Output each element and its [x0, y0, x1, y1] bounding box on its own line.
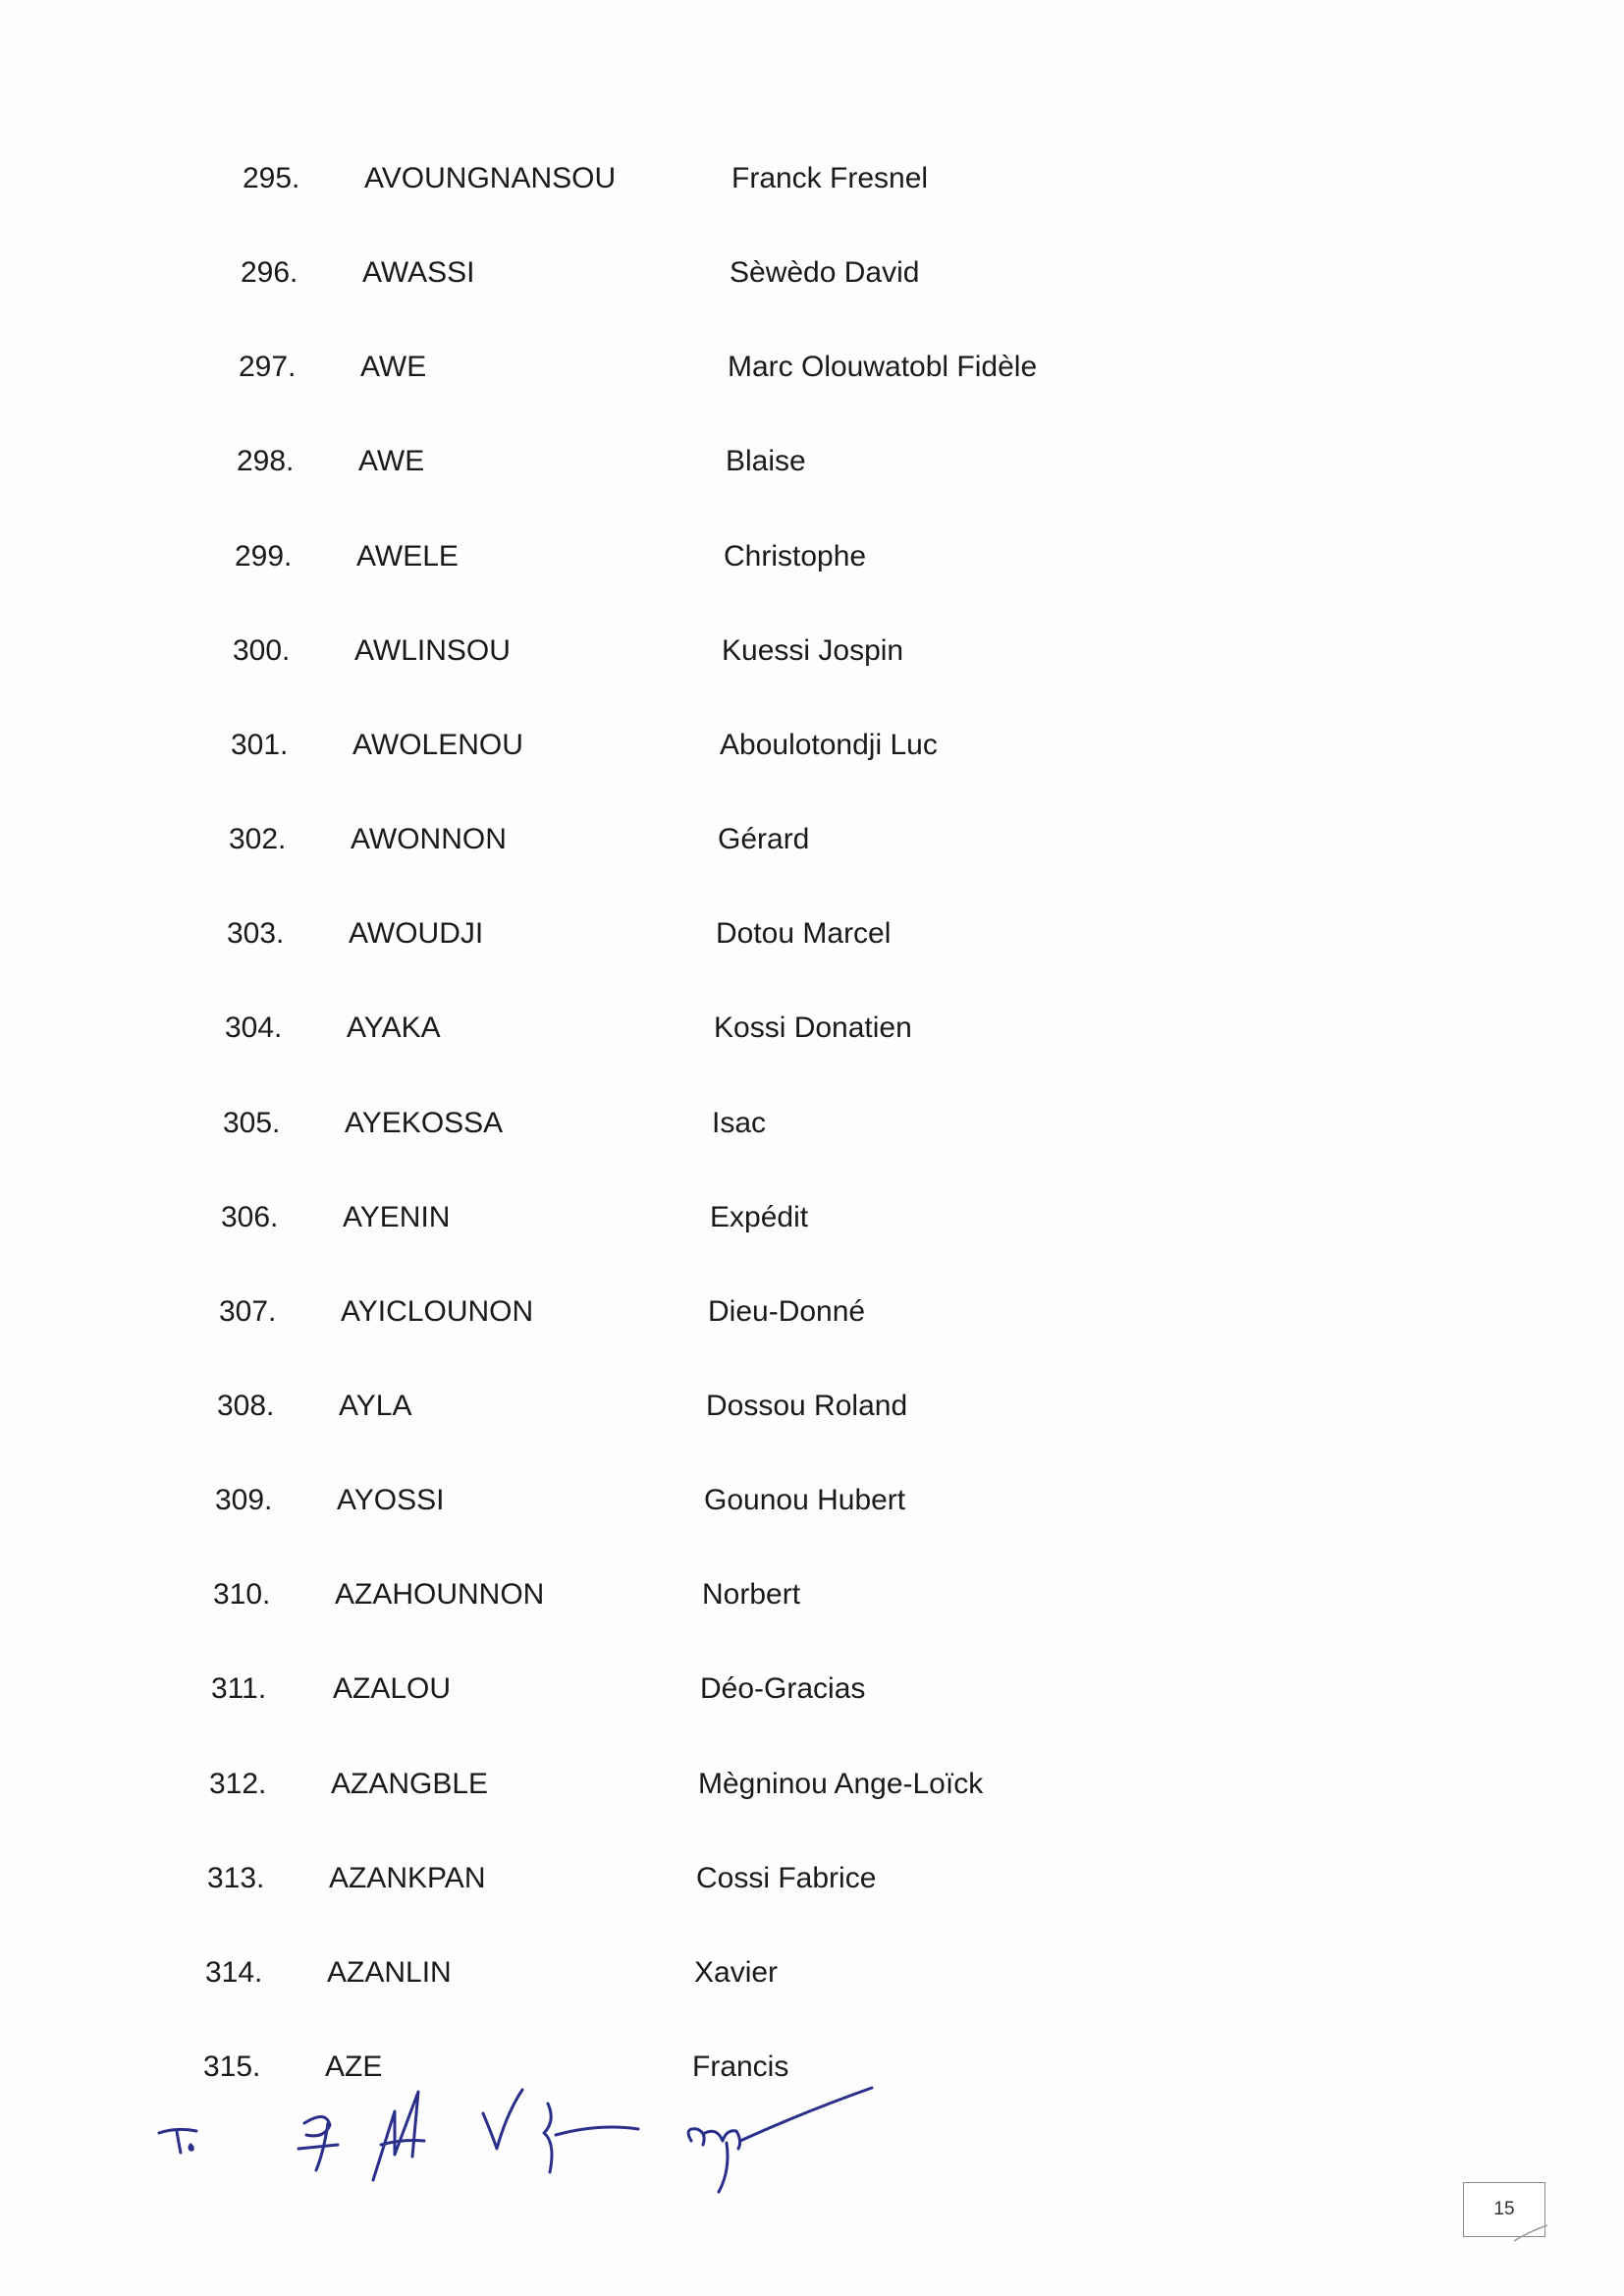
- entry-last-name: AWE: [360, 351, 427, 384]
- entry-first-name: Cossi Fabrice: [696, 1861, 877, 1894]
- signature-marks: [137, 2062, 884, 2219]
- entry-first-name: Marc Olouwatobl Fidèle: [728, 351, 1038, 384]
- entry-first-name: Franck Fresnel: [731, 162, 929, 194]
- entry-number: 297.: [239, 351, 297, 384]
- entry-first-name: Kossi Donatien: [714, 1011, 912, 1045]
- entry-first-name: Aboulotondji Luc: [720, 728, 938, 761]
- signature-initials-2: [298, 2116, 338, 2170]
- entry-number: 301.: [231, 728, 289, 761]
- signature-initials-5: [544, 2104, 638, 2172]
- entry-last-name: AYOSSI: [337, 1484, 445, 1517]
- entry-last-name: AZAHOUNNON: [335, 1578, 545, 1612]
- entry-number: 303.: [227, 917, 285, 951]
- entry-last-name: AYLA: [339, 1389, 412, 1422]
- signature-initials-6: [688, 2088, 872, 2192]
- entry-last-name: AWASSI: [362, 256, 475, 290]
- entry-last-name: AWELE: [356, 539, 459, 573]
- entry-last-name: AWONNON: [351, 823, 507, 856]
- entry-number: 296.: [241, 256, 298, 290]
- entry-last-name: AWE: [358, 445, 425, 478]
- entry-first-name: Sèwèdo David: [730, 256, 920, 290]
- entry-last-name: AZANLIN: [327, 1955, 452, 1989]
- entry-first-name: Gérard: [718, 823, 810, 856]
- entry-number: 299.: [235, 539, 293, 573]
- entry-number: 298.: [237, 445, 295, 478]
- entry-first-name: Gounou Hubert: [704, 1484, 906, 1517]
- entry-last-name: AWOLENOU: [352, 728, 523, 761]
- entry-first-name: Dossou Roland: [706, 1389, 908, 1422]
- entry-number: 309.: [215, 1484, 273, 1517]
- entry-first-name: Xavier: [694, 1955, 779, 1989]
- entry-number: 306.: [221, 1200, 279, 1233]
- entry-number: 312.: [209, 1767, 267, 1800]
- entry-first-name: Dotou Marcel: [716, 917, 892, 951]
- entry-last-name: AYICLOUNON: [341, 1294, 534, 1328]
- entry-last-name: AWLINSOU: [354, 633, 511, 667]
- entry-number: 313.: [207, 1861, 265, 1894]
- entry-first-name: Norbert: [702, 1578, 801, 1612]
- entry-last-name: AZALOU: [333, 1672, 452, 1706]
- entry-last-name: AYENIN: [343, 1200, 451, 1233]
- entry-last-name: AZANGBLE: [331, 1767, 489, 1800]
- entry-last-name: AZE: [325, 2050, 383, 2083]
- entry-number: 307.: [219, 1294, 277, 1328]
- entry-first-name: Blaise: [726, 445, 806, 478]
- entry-first-name: Dieu-Donné: [708, 1294, 866, 1328]
- entry-last-name: AYEKOSSA: [345, 1106, 504, 1139]
- entry-last-name: AZANKPAN: [329, 1861, 486, 1894]
- entry-number: 308.: [217, 1389, 275, 1422]
- signature-initials-3: [373, 2092, 424, 2180]
- signature-initials-1: [159, 2129, 196, 2153]
- entry-number: 295.: [243, 162, 300, 194]
- entry-number: 311.: [211, 1672, 267, 1706]
- entry-number: 315.: [203, 2050, 261, 2083]
- entry-number: 305.: [223, 1106, 281, 1139]
- entry-number: 310.: [213, 1578, 271, 1612]
- page-corner-curl-icon: [1512, 2221, 1551, 2245]
- signature-initials-4: [483, 2090, 522, 2149]
- entry-number: 302.: [229, 823, 287, 856]
- entry-first-name: Expédit: [710, 1200, 809, 1233]
- entry-first-name: Déo-Gracias: [700, 1672, 866, 1706]
- entry-number: 304.: [225, 1011, 283, 1045]
- entry-last-name: AVOUNGNANSOU: [364, 162, 617, 194]
- entry-last-name: AYAKA: [347, 1011, 441, 1045]
- entry-first-name: Mègninou Ange-Loïck: [698, 1767, 984, 1800]
- entry-first-name: Isac: [712, 1106, 767, 1139]
- entry-first-name: Kuessi Jospin: [722, 633, 904, 667]
- entry-number: 300.: [233, 633, 291, 667]
- entry-number: 314.: [205, 1955, 263, 1989]
- entry-last-name: AWOUDJI: [349, 917, 484, 951]
- entry-first-name: Christophe: [724, 539, 867, 573]
- entry-first-name: Francis: [692, 2050, 789, 2083]
- page-number: 15: [1463, 2182, 1545, 2237]
